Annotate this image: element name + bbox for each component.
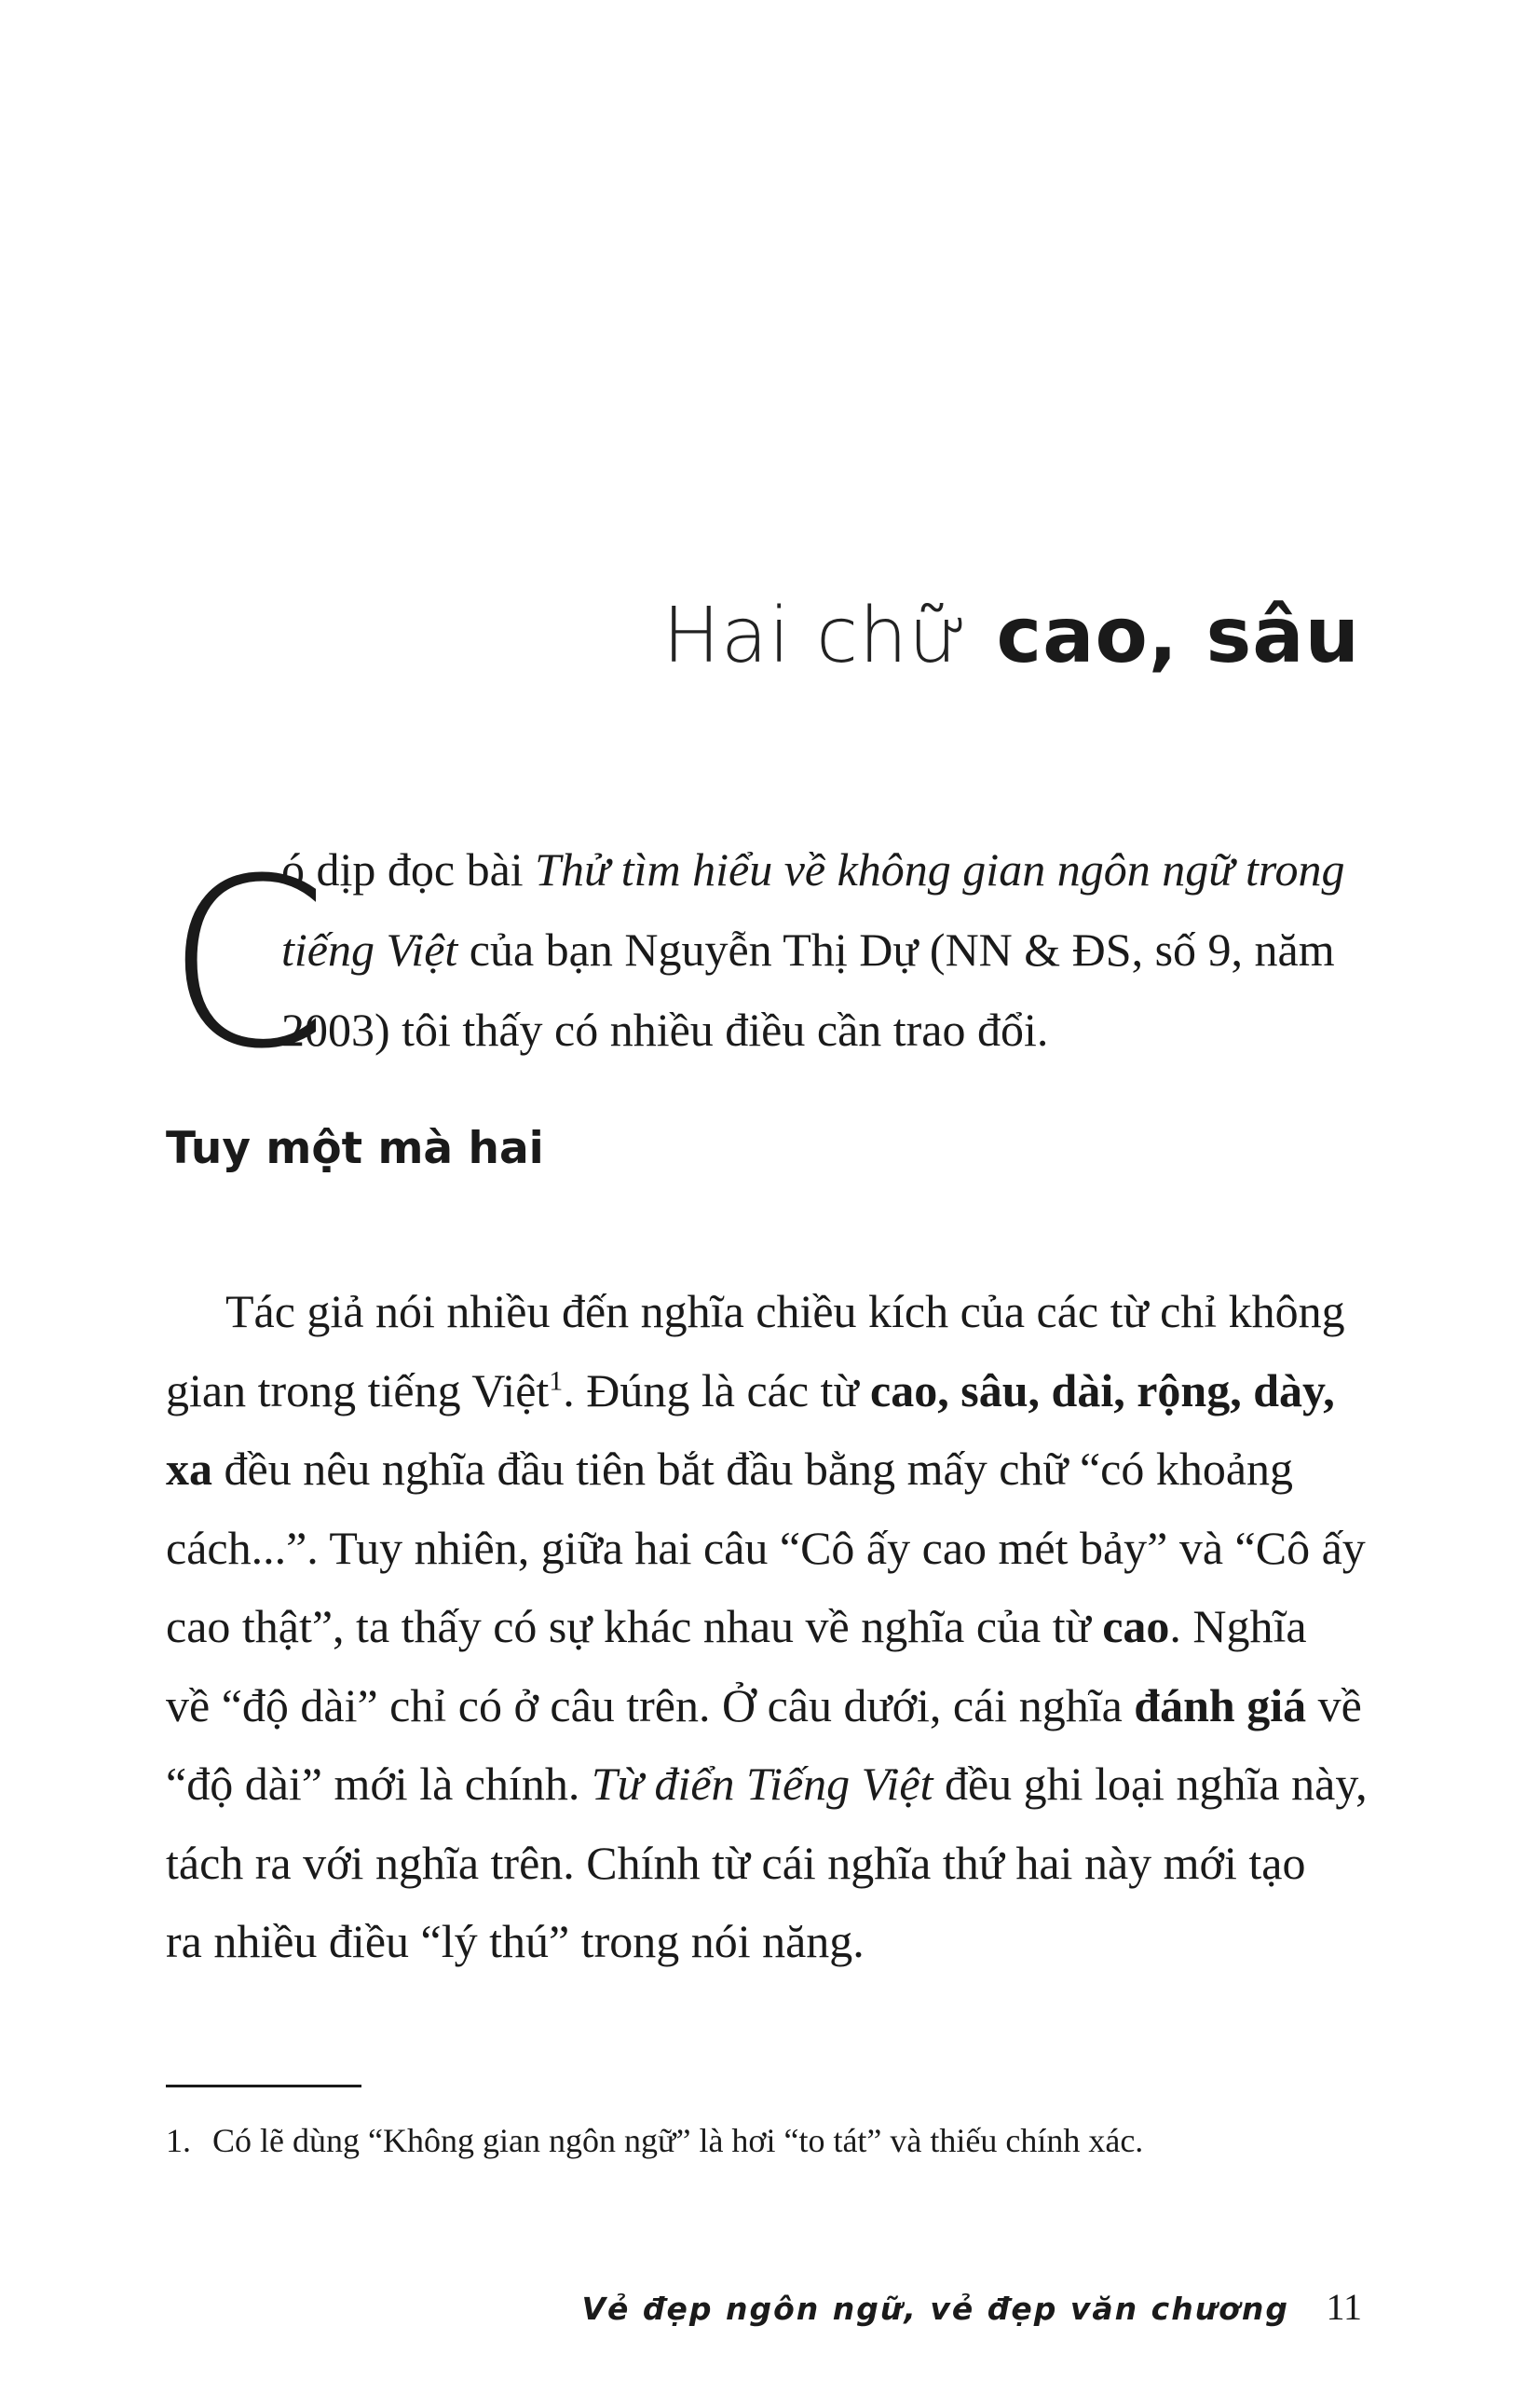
chapter-title-light: Hai chữ <box>662 591 969 680</box>
body-line-5-bold: cao <box>1102 1600 1170 1652</box>
chapter-title-bold: cao, sâu <box>996 591 1360 680</box>
body-line-4-text: cách...”. Tuy nhiên, giữa hai câu “Cô ấy cao mét bảy” và “Cô ấy <box>166 1521 1366 1574</box>
body-line-6-bold: đánh giá <box>1134 1678 1307 1731</box>
running-footer <box>581 2285 1362 2329</box>
page-number: 11 <box>1326 2286 1362 2328</box>
body-line-8 <box>166 1824 1368 1903</box>
intro-line-1-text: ó dịp đọc bài <box>281 843 536 896</box>
body-line-8-text: tách ra với nghĩa trên. Chính từ cái nghĩa thứ hai này mới tạo <box>166 1836 1306 1889</box>
intro-line-2 <box>281 910 1381 990</box>
body-line-2 <box>166 1351 1368 1430</box>
body-line-9 <box>166 1902 1368 1981</box>
body-line-1 <box>166 1272 1368 1351</box>
article-title-italic-cont: tiếng Việt <box>281 924 458 976</box>
chapter-title <box>662 592 1360 680</box>
footnote-divider <box>166 2085 361 2087</box>
footnote <box>166 2120 1143 2161</box>
body-line-2a: gian trong tiếng Việt <box>166 1363 550 1416</box>
body-line-3 <box>166 1430 1368 1509</box>
body-line-5a: cao thật”, ta thấy có sự khác nhau về nghĩa của từ <box>166 1600 1103 1652</box>
body-line-2-bold: cao, sâu, dài, rộng, dày, <box>870 1363 1335 1416</box>
body-line-3-text: đều nêu nghĩa đầu tiên bắt đầu bằng mấy chữ “có khoảng <box>212 1443 1294 1495</box>
body-line-3-bold: xa <box>166 1443 212 1495</box>
body-line-7-italic: Từ điển Tiếng Việt <box>591 1758 933 1810</box>
section-heading: Tuy một mà hai <box>166 1123 544 1174</box>
body-line-5b: . Nghĩa <box>1169 1600 1307 1652</box>
intro-line-2-text: của bạn Nguyễn Thị Dự (NN & ĐS, số 9, năm <box>457 924 1335 976</box>
body-line-1-text: Tác giả nói nhiều đến nghĩa chiều kích của các từ chỉ không <box>225 1285 1345 1337</box>
body-line-7 <box>166 1744 1368 1824</box>
footnote-text: Có lẽ dùng “Không gian ngôn ngữ” là hơi “to tát” và thiếu chính xác. <box>212 2122 1144 2159</box>
intro-line-1 <box>281 829 1381 910</box>
body-line-6a: về “độ dài” chỉ có ở câu trên. Ở câu dưới, cái nghĩa <box>166 1678 1135 1731</box>
article-title-italic: Thử tìm hiểu về không gian ngôn ngữ trong <box>535 843 1345 896</box>
body-line-6b: về <box>1306 1678 1362 1731</box>
body-line-5 <box>166 1587 1368 1666</box>
body-line-2b: . Đúng là các từ <box>563 1363 871 1416</box>
intro-line-3 <box>281 990 1381 1070</box>
body-line-6 <box>166 1666 1368 1745</box>
footnote-number: 1. <box>166 2122 191 2159</box>
book-title: Vẻ đẹp ngôn ngữ, vẻ đẹp văn chương <box>581 2291 1289 2327</box>
drop-cap: C <box>166 828 329 1100</box>
body-line-7b: đều ghi loại nghĩa này, <box>933 1758 1368 1810</box>
body-line-7a: “độ dài” mới là chính. <box>166 1758 592 1810</box>
body-paragraph <box>166 1272 1368 1981</box>
body-line-4 <box>166 1509 1368 1588</box>
intro-line-3-text: 2003) tôi thấy có nhiều điều cần trao đổi. <box>281 1004 1049 1056</box>
footnote-marker[interactable]: 1 <box>549 1364 564 1396</box>
body-line-9-text: ra nhiều điều “lý thú” trong nói năng. <box>166 1915 865 1967</box>
